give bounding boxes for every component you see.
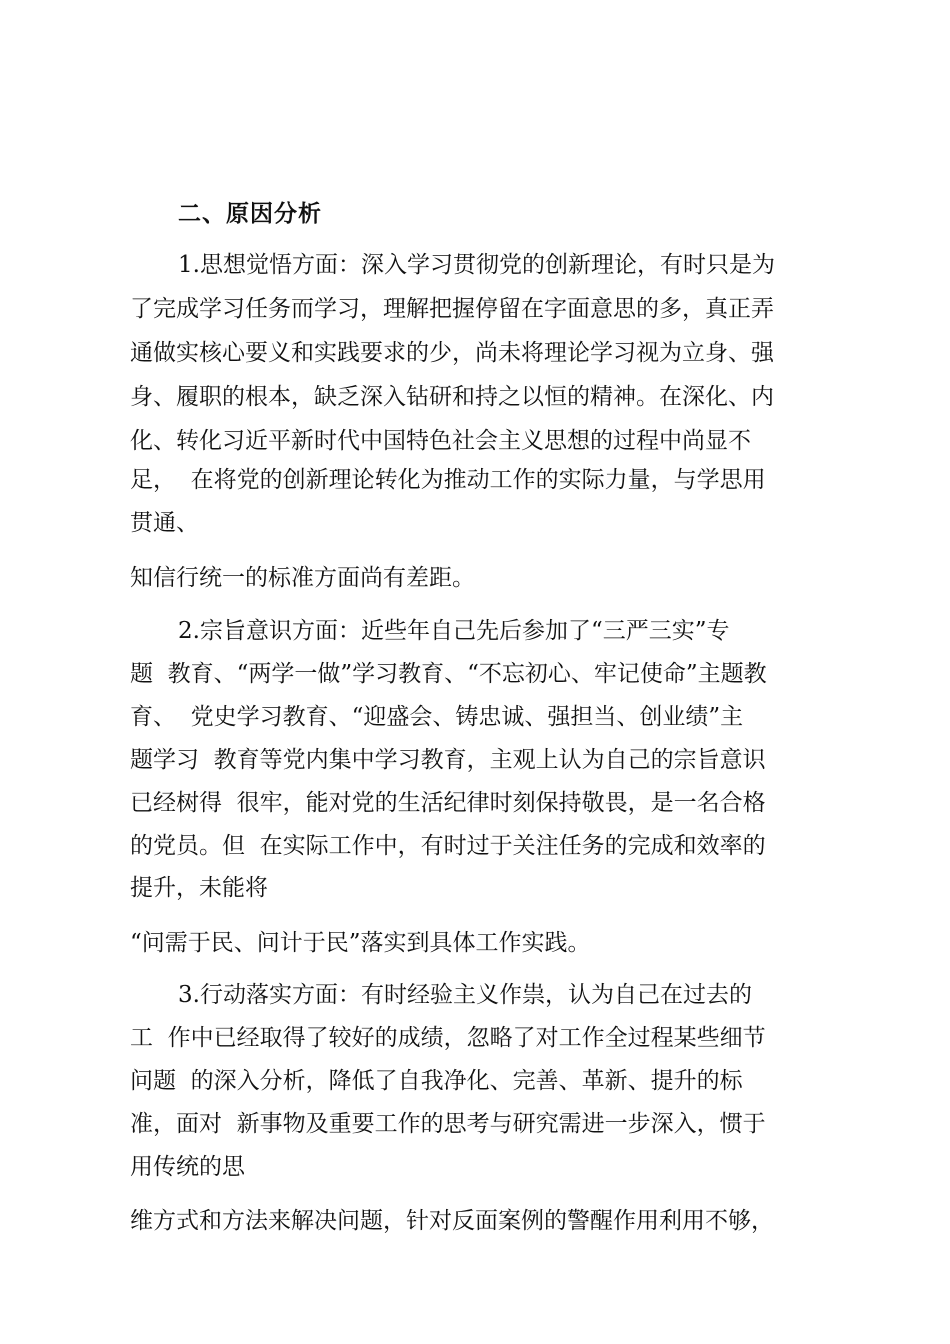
paragraph-2-line-3: 育、 党史学习教育、“迎盛会、铸忠诚、强担当、创业绩”主 (130, 704, 744, 730)
paragraph-3-line-1: 3.行动落实方面：有时经验主义作祟，认为自己在过去的 (178, 982, 752, 1008)
paragraph-2-line-5: 已经树得 很牢，能对党的生活纪律时刻保持敬畏，是一名合格 (130, 790, 766, 816)
paragraph-1-line-7: 贯通、 (130, 510, 199, 536)
section-heading: 二、原因分析 (178, 201, 322, 227)
paragraph-3-line-5: 用传统的思 (130, 1154, 245, 1180)
paragraph-3-line-4: 准，面对 新事物及重要工作的思考与研究需进一步深入，惯于 (130, 1111, 766, 1137)
paragraph-1-line-3: 通做实核心要义和实践要求的少，尚未将理论学习视为立身、强 (130, 340, 774, 366)
paragraph-2-line-1: 2.宗旨意识方面：近些年自己先后参加了“三严三实”专 (178, 618, 730, 644)
paragraph-2-line-4: 题学习 教育等党内集中学习教育，主观上认为自己的宗旨意识 (130, 747, 766, 773)
paragraph-3-line-6: 维方式和方法来解决问题，针对反面案例的警醒作用利用不够， (130, 1208, 774, 1234)
paragraph-3-line-3: 问题 的深入分析，降低了自我净化、完善、革新、提升的标 (130, 1068, 743, 1094)
paragraph-1-line-2: 了完成学习任务而学习，理解把握停留在字面意思的多，真正弄 (130, 296, 774, 322)
paragraph-1-line-8: 知信行统一的标准方面尚有差距。 (130, 565, 475, 591)
paragraph-1-line-1: 1.思想觉悟方面：深入学习贯彻党的创新理论，有时只是为 (178, 252, 775, 278)
paragraph-1-line-5: 化、转化习近平新时代中国特色社会主义思想的过程中尚显不 (130, 428, 751, 454)
paragraph-2-line-8: “问需于民、问计于民”落实到具体工作实践。 (130, 930, 591, 956)
paragraph-2-line-2: 题 教育、“两学一做”学习教育、“不忘初心、牢记使命”主题教 (130, 661, 767, 687)
paragraph-2-line-7: 提升，未能将 (130, 875, 268, 901)
paragraph-2-line-6: 的党员。但 在实际工作中，有时过于关注任务的完成和效率的 (130, 833, 766, 859)
paragraph-1-line-6: 足， 在将党的创新理论转化为推动工作的实际力量，与学思用 (130, 467, 766, 493)
paragraph-3-line-2: 工 作中已经取得了较好的成绩，忽略了对工作全过程某些细节 (130, 1025, 766, 1051)
paragraph-1-line-4: 身、履职的根本，缺乏深入钻研和持之以恒的精神。在深化、内 (130, 384, 774, 410)
